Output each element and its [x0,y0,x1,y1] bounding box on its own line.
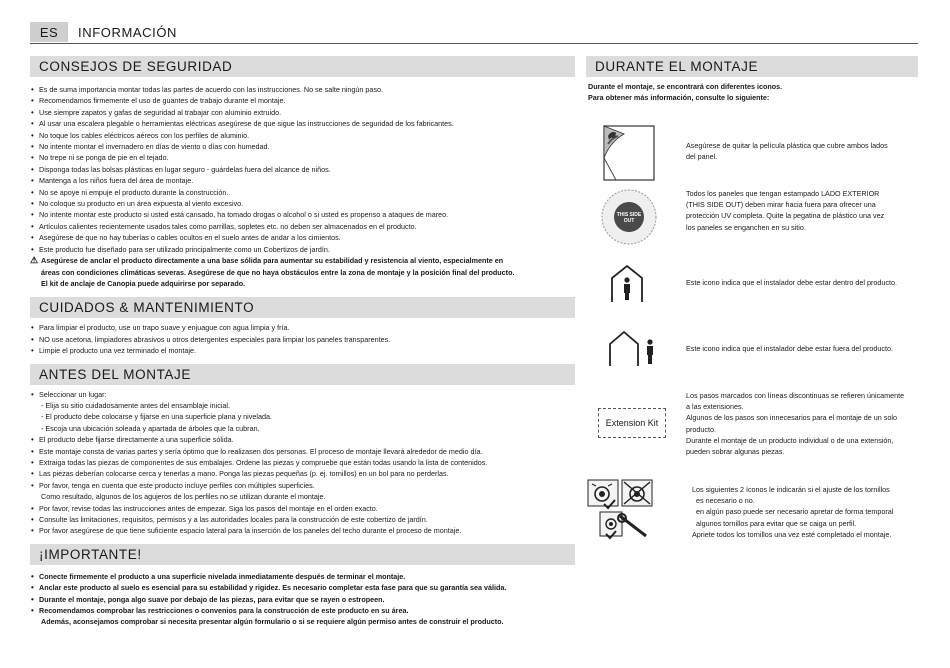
list-item: • Extraiga todas las piezas de componentes de sus embalajes. Ordene las piezas y compruebe que están todas usando la lista de contenidos. [30,457,575,468]
row-line: Los siguientes 2 íconos le indicarán si el ajuste de los tornillos [692,485,890,494]
row-line: protección UV completa. Quite la pegatina de plástico una vez [686,211,885,221]
list-item: • No coloque su producto en un área expuesta al viento excesivo. [30,198,575,209]
row-line: (THIS SIDE OUT) deben mirar hacia fuera para ofrecer una [686,200,876,210]
section-title-antes: ANTES DEL MONTAJE [30,364,575,385]
list-item: • No intente montar este producto si usted está cansado, ha tomado drogas o alcohol o si usted es propenso a ataques de mareo. [30,209,575,220]
row-line: Este icono indica que el instalador debe estar fuera del producto. [686,344,893,353]
icon-row-outside [586,326,918,372]
list-item: • Este producto fue diseñado para ser utilizado principalmente como un Cobertizos de jardín. [30,244,575,255]
header-bar [30,22,918,44]
list-item: • Asegúrese de que no hay tuberías o cables ocultos en el suelo antes de andar a los cimientos. [30,232,575,243]
list-item: • Anclar este producto al suelo es esencial para su estabilidad y rigidez. Es necesario completar esta fase para que su garantía sea válida. [30,582,575,593]
row-line: Asegúrese de quitar la película plástica que cubre ambos lados [686,141,888,150]
list-item: - El producto debe colocarse y fijarse en una superficie plana y nivelada. [41,412,272,422]
installer-outside-icon [600,326,658,372]
peel-text [686,140,914,162]
list-item: • El producto debe fijarse directamente a una superficie sólida. [30,434,575,445]
list-item: • Recomendamos firmemente el uso de guantes de trabajo durante el montaje. [30,95,575,106]
warning-line: áreas con condiciones climáticas severas. Asegúrese de que no haya obstáculos entre la zona de montaje y la posición final del producto. [41,267,515,277]
list-item: • Para limpiar el producto, use un trapo suave y enjuague con agua limpia y fría. [30,322,575,333]
icon-row-extension [586,390,918,466]
section-title-importante: ¡IMPORTANTE! [30,544,575,565]
section-title-seguridad: CONSEJOS DE SEGURIDAD [30,56,575,77]
list-item: Además, aconsejamos comprobar si necesita presentar algún formulario o si se requiere algún permiso antes de construir el producto. [41,617,504,627]
intro-line: Para obtener más información, consulte lo siguiente: [588,93,770,102]
extension-text [686,390,914,457]
list-item: • Al usar una escalera plegable o herramientas eléctricas asegúrese de que sigue las instrucciones de seguridad de los fabricantes. [30,118,575,129]
row-line: Apriete todos los tornillos una vez esté completado el montaje. [692,529,892,539]
screw-tightening-icon [586,476,658,542]
inside-text [686,277,914,288]
row-line: algunos tornillos para evitar que se caiga un perfil. [696,518,857,528]
row-line: los paneles se enganchen en su sitio. [686,222,806,232]
list-item: • Este montaje consta de varias partes y sería óptimo que lo realizasen dos personas. El proceso de montaje llevará alrededor de medio día. [30,446,575,457]
seguridad-list [30,84,575,289]
icon-row-screws [586,476,918,548]
list-item: • Durante el montaje, ponga algo suave por debajo de las piezas, para evitar que se rayen o estropeen. [30,594,575,605]
extension-kit-icon: Extension Kit [598,408,666,438]
left-column [30,56,575,628]
this-side-out-text [686,188,914,233]
anchor-warning [30,255,575,289]
row-line: es necesario o no. [696,496,755,506]
list-item: • No trepe ni se ponga de pie en el tejado. [30,152,575,163]
language-badge: ES [30,22,68,42]
list-item: • Limpie el producto una vez terminado el montaje. [30,345,575,356]
list-item: • Disponga todas las bolsas plásticas en lugar seguro - guárdelas fuera del alcance de niños. [30,164,575,175]
right-column [586,56,918,539]
list-item: • Recomendamos comprobar las restricciones o convenios para la construcción de este producto en su área. [30,605,575,616]
warning-triangle-icon: ⚠ [30,255,39,266]
row-line: Este icono indica que el instalador debe estar dentro del producto. [686,278,897,287]
intro-line: Durante el montaje, se encontrará con diferentes iconos. [588,82,783,91]
list-item: • Las piezas deberían colocarse cerca y tenerlas a mano. Ponga las piezas pequeñas (p. ej. tornillos) en un bol para no perderlas. [30,468,575,479]
list-item: • Use siempre zapatos y gafas de seguridad al trabajar con aluminio extruido. [30,107,575,118]
list-item: • Por favor, revise todas las instrucciones antes de empezar. Siga los pasos del montaje en el orden exacto. [30,503,575,514]
list-item: • Mantenga a los niños fuera del área de montaje. [30,175,575,186]
row-line: pueden sobrar algunas piezas. [686,447,785,457]
row-line: en algún paso puede ser necesario apretar de forma temporal [696,507,894,517]
row-line: Todos los paneles que tengan estampado LADO EXTERIOR [686,189,880,198]
list-item: • Por favor, tenga en cuenta que este producto incluye perfiles con múltiples superficies. [30,480,575,491]
list-item: • Conecte firmemente el producto a una superficie nivelada inmediatamente después de terminar el montaje. [30,571,575,582]
durante-intro [588,81,918,103]
peel-film-icon [600,124,658,182]
list-item: - Elija su sitio cuidadosamente antes del ensamblaje inicial. [41,400,230,410]
importante-list [30,571,575,628]
row-line: Los pasos marcados con líneas discontinuas se refieren únicamente [686,391,905,400]
row-line: Algunos de los pasos son innecesarios para el montaje de un solo [686,413,897,423]
sticker-text: OUT [623,218,635,224]
row-line: del panel. [686,152,718,162]
list-item: • No intente montar el invernadero en días de viento o días con humedad. [30,141,575,152]
warning-line: El kit de anclaje de Canopia puede adquirirse por separado. [41,278,246,288]
page-title: INFORMACIÓN [78,25,178,40]
list-item: • Por favor asegúrese de que tiene suficiente espacio lateral para la inserción de los paneles del techo durante el proceso de montaje. [30,525,575,536]
list-item: • Seleccionar un lugar: [30,389,575,400]
list-item: • Consulte las limitaciones, requisitos, permisos y a las autoridades locales para la construcción de este cobertizo de jardín. [30,514,575,525]
this-side-out-sticker-icon [600,188,658,246]
installer-inside-icon [600,262,658,308]
antes-list [30,389,575,537]
section-title-durante: DURANTE EL MONTAJE [586,56,918,77]
screws-text [692,484,920,540]
icon-row-peel [586,124,918,184]
row-line: Durante el montaje de un producto individual o de una extensión, [686,435,894,445]
list-item: - Escoja una ubicación soleada y apartada de árboles que la cubran. [41,423,260,433]
row-line: producto. [686,424,716,434]
list-item: • Artículos calientes recientemente usados tales como parrillas, sopletes etc. no deben ser almacenados en el producto. [30,221,575,232]
list-item: • No toque los cables eléctricos aéreos con los perfiles de aluminio. [30,130,575,141]
list-item: • No se apoye ni empuje el producto durante la construcción. [30,187,575,198]
warning-line: Asegúrese de anclar el producto directamente a una base sólida para aumentar su estabilidad y resistencia al viento, especialmente en [41,256,504,266]
outside-text [686,343,914,354]
list-item: • Es de suma importancia montar todas las partes de acuerdo con las instrucciones. No se salte ningún paso. [30,84,575,95]
sticker-text: THIS SIDE [616,212,642,218]
list-item: • NO use acetona, limpiadores abrasivos u otros detergentes especiales para limpiar los paneles transparentes. [30,334,575,345]
icon-row-this-side-out [586,186,918,252]
row-line: a las extensiones. [686,402,744,412]
icon-row-inside [586,262,918,308]
cuidados-list [30,322,575,356]
section-title-cuidados: CUIDADOS & MANTENIMIENTO [30,297,575,318]
list-item: Como resultado, algunos de los agujeros de los perfiles no se utilizan durante el montaje. [41,492,326,502]
